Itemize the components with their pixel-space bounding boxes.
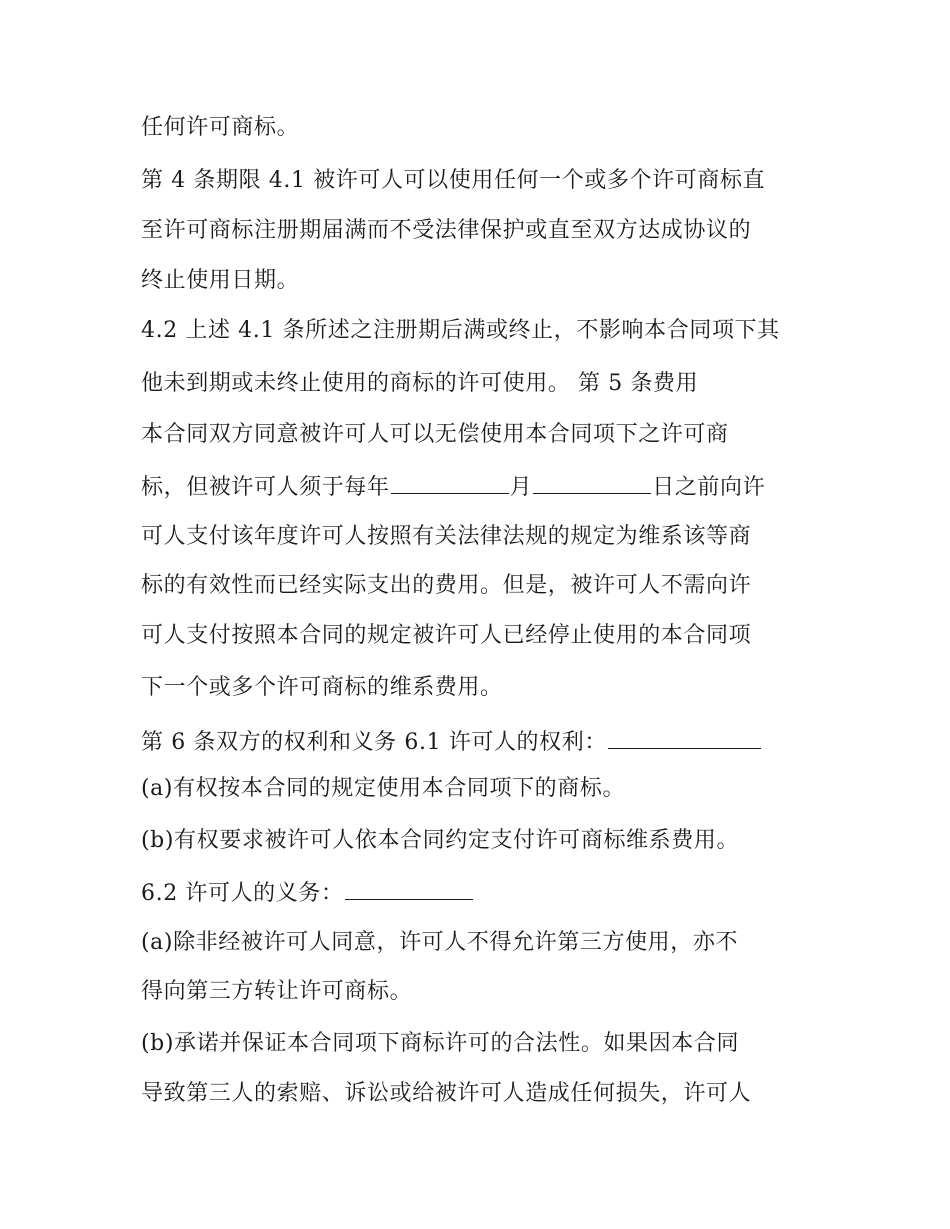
text-line: 任何许可商标。 xyxy=(141,115,300,140)
text-line-with-blank xyxy=(141,877,474,909)
text-segment: 6.2 许可人的义务： xyxy=(141,881,344,906)
text-segment: 第 6 条双方的权利和义务 6.1 许可人的权利： xyxy=(141,730,607,755)
licensor-rights-blank xyxy=(608,726,761,749)
text-line: (b)有权要求被许可人依本合同约定支付许可商标维系费用。 xyxy=(141,828,740,853)
text-line: 得向第三方转让许可商标。 xyxy=(141,979,413,1004)
text-line: 他未到期或未终止使用的商标的许可使用。 第 5 条费用 xyxy=(141,371,699,396)
text-line: (a)有权按本合同的规定使用本合同项下的商标。 xyxy=(141,776,626,801)
text-line: 至许可商标注册期届满而不受法律保护或直至双方达成协议的 xyxy=(141,218,752,243)
text-line: 标的有效性而已经实际支出的费用。但是，被许可人不需向许 xyxy=(141,573,752,598)
text-line: 可人支付该年度许可人按照有关法律法规的规定为维系该等商 xyxy=(141,524,752,549)
text-line: (a)除非经被许可人同意，许可人不得允许第三方使用，亦不 xyxy=(141,930,739,955)
month-blank xyxy=(391,471,509,494)
text-line: 下一个或多个许可商标的维系费用。 xyxy=(141,675,503,700)
text-segment: 日之前向许 xyxy=(652,475,766,500)
text-line: 第 4 条期限 4.1 被许可人可以使用任何一个或多个许可商标直 xyxy=(141,168,766,193)
text-segment: 标，但被许可人须于每年 xyxy=(141,475,390,500)
day-blank xyxy=(533,471,651,494)
text-line: 可人支付按照本合同的规定被许可人已经停止使用的本合同项 xyxy=(141,623,752,648)
text-line-with-blank xyxy=(141,726,762,758)
text-line-with-blanks xyxy=(141,471,765,503)
text-segment: 月 xyxy=(509,475,533,500)
text-line: 终止使用日期。 xyxy=(141,268,300,293)
text-line: (b)承诺并保证本合同项下商标许可的合法性。如果因本合同 xyxy=(141,1031,740,1056)
text-line: 本合同双方同意被许可人可以无偿使用本合同项下之许可商 xyxy=(141,422,729,447)
licensor-obligations-blank xyxy=(345,877,473,900)
text-line: 4.2 上述 4.1 条所述之注册期后满或终止，不影响本合同项下其 xyxy=(141,318,780,343)
text-line: 导致第三人的索赔、诉讼或给被许可人造成任何损失，许可人 xyxy=(141,1081,752,1106)
